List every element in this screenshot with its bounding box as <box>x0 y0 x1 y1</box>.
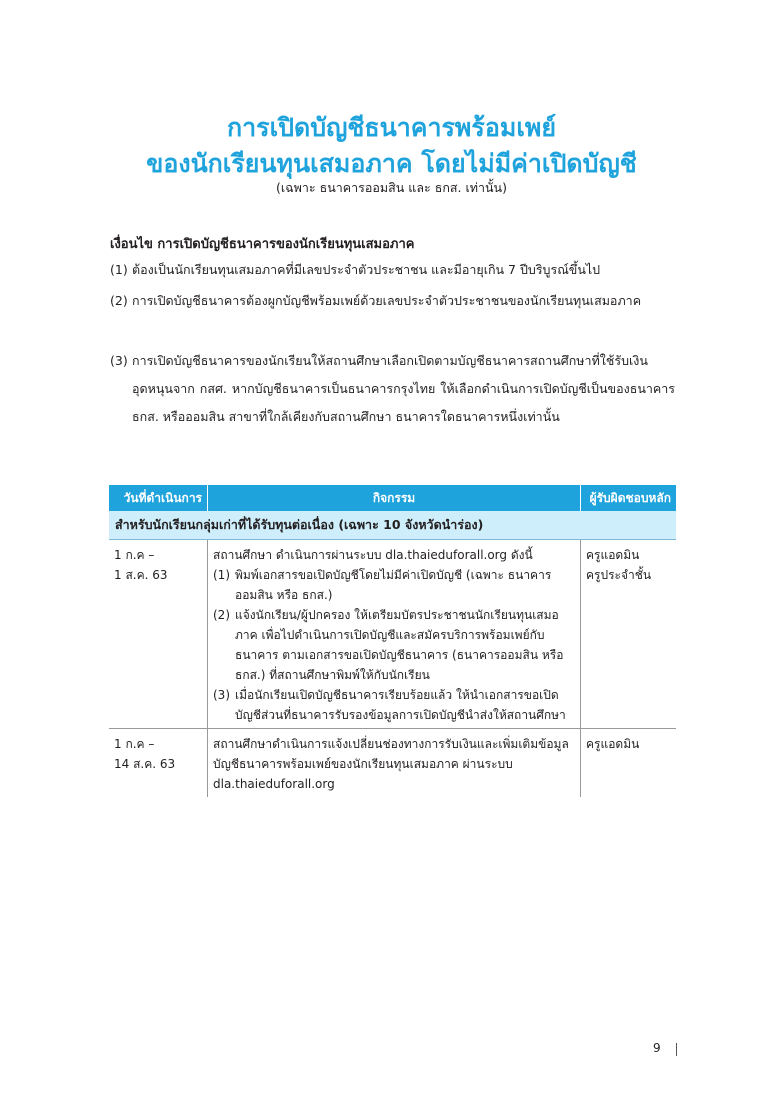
activity-text: สถานศึกษาดำเนินการแจ้งเปลี่ยนช่องทางการรับเงินและเพิ่มเติมข้อมูลบัญชีธนาคารพร้อมเพย์ของนักเรียนทุนเสมอภาค ผ่านระบบ dla.thaieduforall.org <box>213 737 569 791</box>
responsible-cell <box>581 729 677 798</box>
date-start: 1 ก.ค – <box>114 548 155 562</box>
condition-number: (2) <box>110 293 128 308</box>
condition-item-3 <box>110 347 675 431</box>
condition-item-2 <box>110 287 675 315</box>
conditions-heading: เงื่อนไข การเปิดบัญชีธนาคารของนักเรียนทุนเสมอภาค <box>110 237 415 252</box>
header-activity: กิจกรรม <box>208 485 581 511</box>
condition-number: (1) <box>110 262 128 277</box>
page-number: 9 <box>653 1041 661 1055</box>
condition-text: การเปิดบัญชีธนาคารต้องผูกบัญชีพร้อมเพย์ด้วยเลขประจำตัวประชาชนของนักเรียนทุนเสมอภาค <box>132 293 642 308</box>
condition-number: (3) <box>110 353 128 368</box>
table-row <box>109 729 676 798</box>
responsible-cell <box>581 540 677 729</box>
activity-cell <box>208 540 581 729</box>
step-text: พิมพ์เอกสารขอเปิดบัญชีโดยไม่มีค่าเปิดบัญชี (เฉพาะ ธนาคารออมสิน หรือ ธกส.) <box>235 568 552 602</box>
group-label: สำหรับนักเรียนกลุ่มเก่าที่ได้รับทุนต่อเนื่อง (เฉพาะ 10 จังหวัดนำร่อง) <box>109 511 676 540</box>
footer-divider <box>676 1043 677 1056</box>
page-subtitle: (เฉพาะ ธนาคารออมสิน และ ธกส. เท่านั้น) <box>276 180 507 195</box>
table-header-row <box>109 485 676 511</box>
condition-item-1 <box>110 256 675 284</box>
step-text: แจ้งนักเรียน/ผู้ปกครอง ให้เตรียมบัตรประชาชนนักเรียนทุนเสมอภาค เพื่อไปดำเนินการเปิดบัญชีและสมัครบริการพร้อมเพย์กับธนาคาร ตามเอกสารขอเปิดบัญชีธนาคาร (ธนาคารออมสิน หรือ ธกส.) ที่สถานศึกษาพิมพ์ให้กับนักเรียน <box>235 608 564 682</box>
date-cell <box>109 540 208 729</box>
date-start: 1 ก.ค – <box>114 737 155 751</box>
responsible-secondary: ครูประจำชั้น <box>586 568 652 582</box>
activity-step <box>213 565 575 605</box>
step-number: (1) <box>213 568 230 582</box>
condition-text: ต้องเป็นนักเรียนทุนเสมอภาคที่มีเลขประจำตัวประชาชน และมีอายุเกิน 7 ปีบริบูรณ์ขึ้นไป <box>132 262 601 277</box>
date-cell <box>109 729 208 798</box>
table-group-row <box>109 511 676 540</box>
responsible-primary: ครูแอดมิน <box>586 548 640 562</box>
activity-cell <box>208 729 581 798</box>
condition-text: การเปิดบัญชีธนาคารของนักเรียนให้สถานศึกษาเลือกเปิดตามบัญชีธนาคารสถานศึกษาที่ใช้รับเงินอุดหนุนจาก กสศ. หากบัญชีธนาคารเป็นธนาคารกรุงไทย ให้เลือกดำเนินการเปิดบัญชีเป็นของธนาคาร ธกส. หรือออมสิน สาขาที่ใกล้เคียงกับสถานศึกษา ธนาคารใดธนาคารหนึ่งเท่านั้น <box>132 353 675 424</box>
schedule-table <box>109 485 676 797</box>
table-row <box>109 540 676 729</box>
activity-step <box>213 685 575 725</box>
activity-step <box>213 605 575 685</box>
header-responsible: ผู้รับผิดชอบหลัก <box>581 485 677 511</box>
responsible-primary: ครูแอดมิน <box>586 737 640 751</box>
page-title-line-2: ของนักเรียนทุนเสมอภาค โดยไม่มีค่าเปิดบัญชี <box>146 149 637 178</box>
activity-intro: สถานศึกษา ดำเนินการผ่านระบบ dla.thaieduforall.org ดังนี้ <box>213 548 533 562</box>
page-title-line-1: การเปิดบัญชีธนาคารพร้อมเพย์ <box>226 113 557 142</box>
header-date: วันที่ดำเนินการ <box>109 485 208 511</box>
step-number: (2) <box>213 608 230 622</box>
step-text: เมื่อนักเรียนเปิดบัญชีธนาคารเรียบร้อยแล้ว ให้นำเอกสารขอเปิดบัญชีส่วนที่ธนาคารรับรองข้อมูลการเปิดบัญชีนำส่งให้สถานศึกษา <box>235 688 566 722</box>
step-number: (3) <box>213 688 230 702</box>
date-end: 1 ส.ค. 63 <box>114 568 168 582</box>
date-end: 14 ส.ค. 63 <box>114 757 176 771</box>
